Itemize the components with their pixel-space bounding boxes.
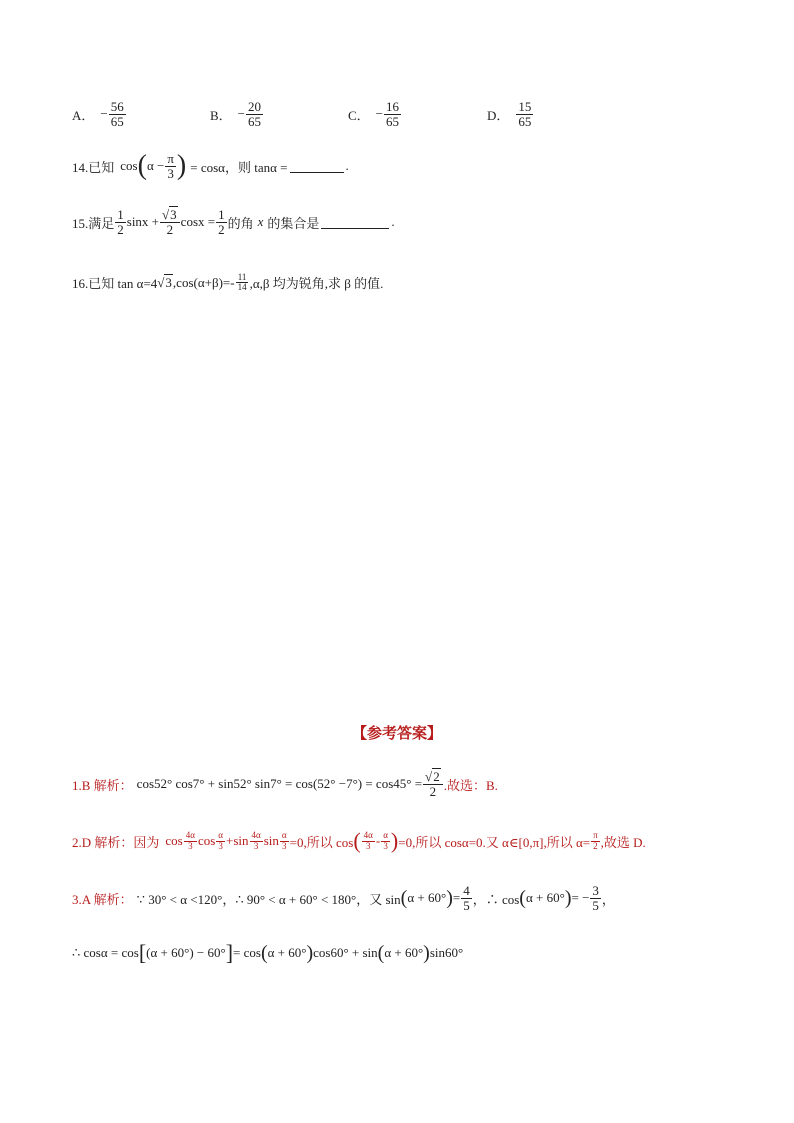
choice-num: 56	[110, 99, 124, 114]
q14-eq: = cosα，则 tanα =	[190, 159, 288, 175]
choice-a	[72, 100, 127, 128]
s2-f6n: α	[383, 830, 388, 841]
s2-e: =0,所以 cos	[289, 834, 354, 850]
q15-cosx: cosx =	[180, 214, 216, 230]
answers-title: 【参考答案】	[351, 724, 442, 742]
q14-prefix: 14.已知	[72, 159, 115, 175]
s2-f3n: 4α	[251, 830, 261, 841]
choice-label: C．	[348, 107, 370, 123]
s2-f5n: 4α	[363, 830, 373, 841]
choice-den: 65	[248, 113, 262, 129]
q16-sqrt: 3	[165, 274, 172, 290]
choice-b	[210, 100, 264, 128]
s2-d: sin	[263, 833, 279, 848]
s3-c: ，	[601, 891, 615, 907]
q15-suffix: 的角	[227, 215, 254, 231]
s3-eq2: = −	[571, 890, 590, 906]
s1-label: 1.B 解析：	[72, 777, 133, 793]
s2-f5d: 3	[366, 840, 371, 851]
s3-inner1: α + 60°	[407, 890, 447, 906]
s3b-in2: α + 60°	[267, 945, 307, 960]
s3b-a: ∴ cosα = cos	[72, 945, 139, 960]
s2-a: cos	[165, 833, 183, 848]
choice-label: A．	[72, 107, 95, 123]
s3-d1: 5	[463, 897, 470, 913]
question-15: 15.满足 $\frac{1}{2}$ sinx + $\frac{√3}{2}$ cosx = $\frac{1}{2}$ 的角 x 的集合是 .	[72, 207, 395, 237]
choice-label: B．	[210, 107, 232, 123]
s3-eq1: =	[452, 890, 461, 906]
s2-f1n: 4α	[185, 830, 195, 841]
choice-den: 65	[518, 113, 532, 129]
choice-c	[348, 100, 402, 128]
s2-pid: 2	[593, 840, 598, 851]
q15-x: x	[257, 214, 264, 230]
s3b-inner: (α + 60°) − 60°	[146, 945, 226, 960]
s2-label: 2.D 解析：因为	[72, 834, 160, 850]
s3-label: 3.A 解析：	[72, 891, 133, 907]
solution-3	[72, 884, 615, 912]
q15-two: 2	[166, 221, 174, 237]
left-paren: (	[519, 887, 526, 910]
s3b-c: cos60° + sin	[313, 945, 378, 960]
s2-minus: -	[375, 833, 381, 848]
left-paren: (	[400, 887, 408, 910]
q16-text-c: ,α,β 均为锐角,求 β 的值.	[249, 276, 384, 292]
s1-sqrt2: 2	[433, 769, 440, 784]
left-paren: (	[260, 942, 268, 964]
s1-tail: .故选：B.	[443, 777, 498, 793]
q15-prefix: 15.满足	[72, 215, 115, 231]
q16-text-a: 16.已知 tan α=4	[72, 276, 158, 292]
s3-n1: 4	[463, 883, 470, 898]
right-paren: )	[564, 887, 572, 910]
q14-cos: cos	[120, 158, 138, 174]
s3b-d: sin60°	[429, 945, 464, 960]
q16-text-b: ,cos(α+β)=-	[172, 274, 235, 290]
q14-end: .	[345, 158, 349, 174]
choice-den: 65	[110, 113, 124, 129]
q14-pi: π	[167, 151, 174, 166]
q15-two: 2	[117, 221, 124, 237]
q16-num: 11	[237, 272, 247, 282]
choice-sign: −	[100, 106, 108, 122]
s3-n2: 3	[592, 883, 599, 898]
q14-alpha-minus: α −	[146, 158, 165, 174]
right-paren: )	[423, 942, 430, 964]
s2-f2n: α	[218, 830, 224, 841]
answer-blank[interactable]	[290, 160, 344, 173]
left-paren: (	[353, 828, 361, 853]
right-bracket: ]	[225, 940, 234, 965]
q15-two: 2	[218, 221, 225, 237]
q15-one: 1	[117, 207, 124, 222]
solution-3-continued	[72, 942, 463, 964]
q14-three: 3	[167, 165, 174, 181]
solution-2	[72, 830, 646, 852]
s2-f: =0,所以 cosα=0.又 α∈[0,π],所以 α=	[398, 834, 591, 850]
s2-f3d: 3	[253, 840, 259, 851]
s3-d2: 5	[592, 897, 599, 913]
s2-f6d: 3	[383, 840, 388, 851]
s1-den: 2	[429, 783, 437, 799]
choice-d	[487, 100, 534, 128]
s2-f1d: 3	[188, 840, 193, 851]
right-paren: )	[306, 942, 314, 964]
left-bracket: [	[138, 940, 147, 965]
choice-num: 20	[248, 99, 262, 114]
q15-sinx: sinx +	[126, 214, 160, 230]
s3-inner2: α + 60°	[525, 890, 565, 906]
right-paren: )	[446, 887, 453, 910]
q15-mid: 的集合是	[267, 215, 320, 231]
s3-a: ∵ 30° < α <120°，∴ 90° < α + 60° < 180°，又 sin	[136, 891, 401, 907]
choice-sign: −	[237, 106, 246, 122]
s3b-b: = cos	[233, 945, 261, 960]
q15-one: 1	[218, 207, 225, 222]
s3-b: ，∴ cos	[472, 891, 520, 907]
s2-b: cos	[197, 833, 216, 848]
s2-f4n: α	[281, 830, 287, 841]
question-14	[72, 152, 349, 180]
solution-1: 1.B 解析： cos52° cos7° + sin52° sin7° = cos(52° −7°) = cos45° = $\frac{√2}{2}$ .故选：B.	[72, 769, 498, 799]
s2-f2d: 3	[218, 840, 223, 851]
q16-den: 14	[237, 282, 247, 293]
choice-num: 15	[518, 99, 532, 114]
right-paren: )	[176, 150, 187, 182]
answer-blank[interactable]	[321, 216, 389, 229]
choice-label: D．	[487, 107, 510, 123]
s2-f4d: 3	[282, 840, 287, 851]
choice-sign: −	[375, 106, 384, 122]
left-paren: (	[137, 150, 147, 182]
s2-g: ,故选 D.	[600, 834, 646, 850]
choice-den: 65	[386, 113, 400, 129]
s2-pin: π	[593, 830, 598, 841]
q15-end: .	[391, 214, 395, 230]
s3b-in3: α + 60°	[384, 945, 424, 960]
right-paren: )	[390, 828, 399, 853]
choice-num: 16	[386, 99, 400, 114]
s2-c: +sin	[226, 833, 249, 848]
s1-expr: cos52° cos7° + sin52° sin7° = cos(52° −7°) = cos45° =	[136, 776, 423, 792]
question-16: 16.已知 tan α=4 √3 ,cos(α+β)=- $\frac{11}{14}$ ,α,β 均为锐角,求 β 的值.	[72, 272, 384, 293]
q15-sqrt3: 3	[170, 207, 177, 222]
left-paren: (	[377, 942, 385, 964]
